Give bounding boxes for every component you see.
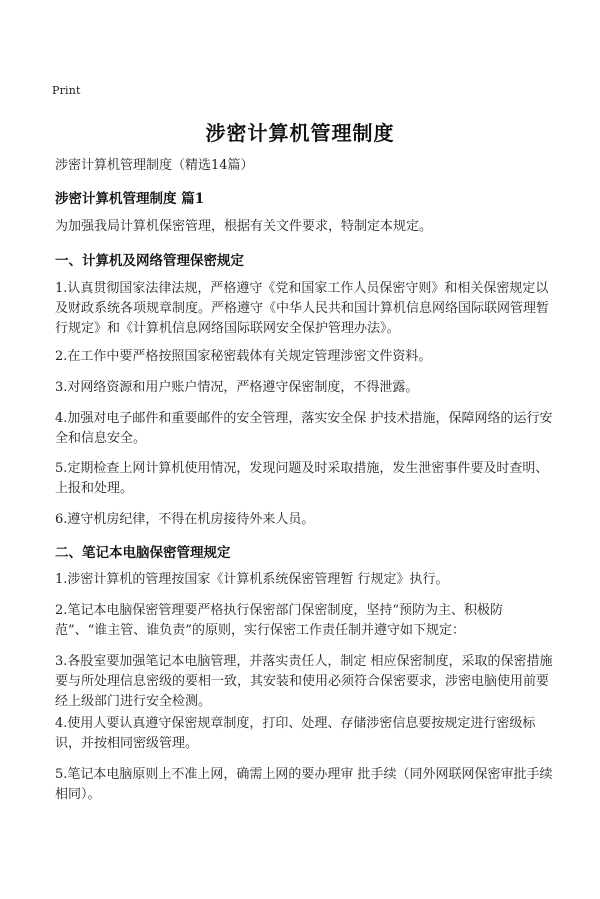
section2-item-1: 1.涉密计算机的管理按国家《计算机系统保密管理暂 行规定》执行。 — [55, 572, 449, 587]
section1-item-4: 4.加强对电子邮件和重要邮件的安全管理，落实安全保 护技术措施，保障网络的运行安全和信息安全。 — [55, 411, 553, 446]
document-subtitle: 涉密计算机管理制度（精选14篇） — [55, 158, 254, 173]
section1-item-5: 5.定期检查上网计算机使用情况，发现问题及时采取措施，发生泄密事件要及时查明、上报和处理。 — [55, 461, 549, 496]
section1-item-1: 1.认真贯彻国家法律法规，严格遵守《党和国家工作人员保密守则》和相关保密规定以及财政系统各项规章制度。严格遵守《中华人民共和国计算机信息网络国际联网管理暂行规定》和《计算机信息网络国际联网安全保护管理办法》。 — [55, 281, 550, 336]
section1-item-6: 6.遵守机房纪律，不得在机房接待外来人员。 — [55, 512, 315, 527]
section2-item-4: 4.使用人要认真遵守保密规章制度，打印、处理、存储涉密信息要按规定进行密级标识，并按相同密级管理。 — [55, 716, 536, 751]
section-heading-laptop: 二、笔记本电脑保密管理规定 — [55, 545, 231, 561]
part-title: 涉密计算机管理制度 篇1 — [55, 191, 205, 207]
section1-item-3: 3.对网络资源和用户账户情况，严格遵守保密制度，不得泄露。 — [55, 380, 419, 395]
intro-paragraph: 为加强我局计算机保密管理，根据有关文件要求，特制定本规定。 — [55, 219, 433, 234]
print-label: Print — [52, 84, 81, 97]
section1-item-2: 2.在工作中要严格按照国家秘密载体有关规定管理涉密文件资料。 — [55, 349, 432, 364]
section2-item-5: 5.笔记本电脑原则上不准上网，确需上网的要办理审 批手续（同外网联网保密审批手续相同）。 — [55, 767, 553, 802]
section2-item-2: 2.笔记本电脑保密管理要严格执行保密部门保密制度，坚持“预防为主、积极防范”、“谁主管、谁负责”的原则，实行保密工作责任制并遵守如下规定： — [55, 603, 504, 638]
section2-item-3: 3.各股室要加强笔记本电脑管理，并落实责任人，制定 相应保密制度，采取的保密措施要与所处理信息密级的要相一致，其安装和使用必须符合保密要求，涉密电脑使用前要经上级部门进行安全检测。 — [55, 654, 553, 709]
page-title: 涉密计算机管理制度 — [205, 121, 395, 145]
section-heading-network: 一、计算机及网络管理保密规定 — [55, 253, 244, 269]
